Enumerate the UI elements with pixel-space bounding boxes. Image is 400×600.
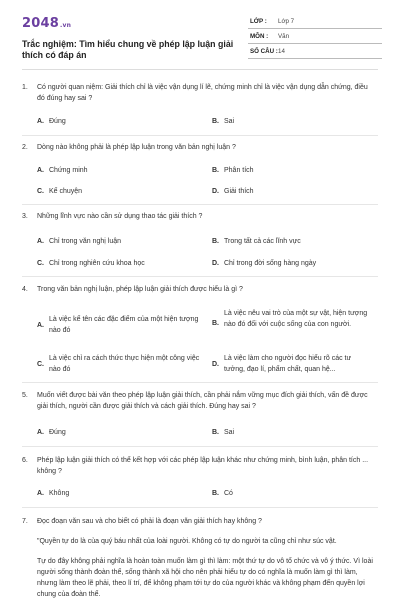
divider: [22, 135, 378, 136]
meta-row-class: LỚP : Lớp 7: [248, 14, 382, 29]
meta-row-count: SỐ CÂU : 14: [248, 44, 382, 59]
passage-paragraph: "Quyền tự do là của quý báu nhất của loài người. Không có tự do người ta cũng chỉ như súc vật.: [37, 538, 337, 545]
question-text: Dòng nào không phải là phép lập luận trong văn bản nghị luận ?: [37, 144, 236, 151]
site-logo[interactable]: 2048.vn: [22, 16, 72, 31]
meta-row-subject: MÔN : Văn: [248, 29, 382, 44]
divider: [22, 507, 378, 508]
page-header: [22, 14, 382, 72]
passage-paragraph: Tự do đây không phải nghĩa là hoàn toàn muốn làm gì thì làm: một thứ tự do vô tổ chức và vô ý thức. Vì loài người sống thành đoàn thể, sống thành xã hội cho nên phải hiểu tự do có nghĩa là muốn làm gì thì làm, nhưng làm theo lẽ phải, theo lí trí, để không phạm tới tự do của người khác và không phạm đến quyền lợi chung của đoàn thể.: [37, 558, 373, 598]
question-text: Muốn viết được bài văn theo phép lập luận giải thích, cần phải nắm vững mục đích giải thích, vấn đề được giải thích, người cần được giải thích và cách giải thích. Đúng hay sai ?: [37, 392, 368, 410]
header-divider: [22, 69, 378, 70]
question-text: Có người quan niệm: Giải thích chỉ là việc vận dụng lí lẽ, chứng minh chỉ là việc vận dụng dẫn chứng, điều đó đúng hay sai ?: [37, 84, 368, 102]
meta-table: [248, 14, 382, 59]
divider: [22, 276, 378, 277]
divider: [22, 204, 378, 205]
divider: [22, 446, 378, 447]
page-title: Trắc nghiệm: Tìm hiểu chung về phép lập luận giải thích có đáp án: [22, 39, 234, 60]
question-text: Những lĩnh vực nào cần sử dụng thao tác giải thích ?: [37, 213, 203, 220]
question-text: Phép lập luận giải thích có thể kết hợp với các phép lập luận khác như chứng minh, bình luận, phân tích ... không ?: [37, 457, 369, 475]
question-text: Đọc đoạn văn sau và cho biết có phải là đoạn văn giải thích hay không ?: [37, 518, 262, 525]
divider: [22, 382, 378, 383]
question-text: Trong văn bản nghị luận, phép lập luận giải thích được hiểu là gì ?: [37, 286, 243, 293]
